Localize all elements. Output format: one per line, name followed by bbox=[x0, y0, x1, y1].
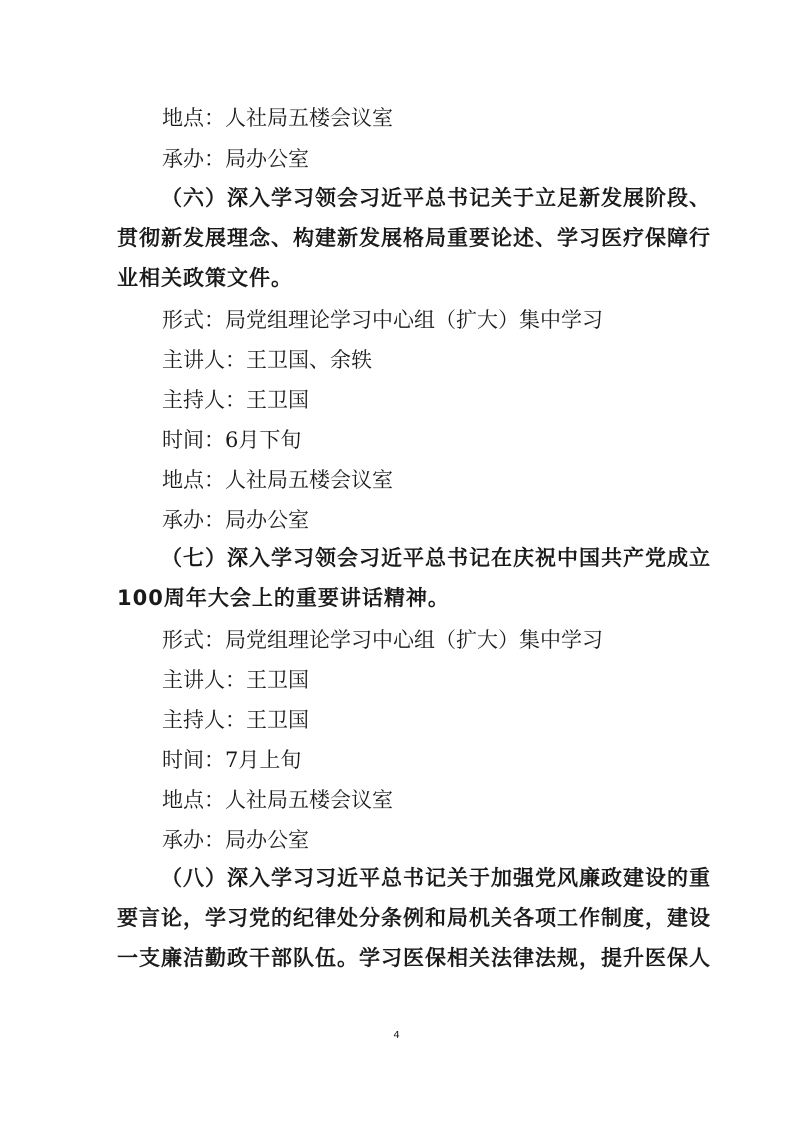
heading-line: （八）深入学习习近平总书记关于加强党风廉政建设的重 bbox=[161, 866, 711, 890]
heading-line: （七）深入学习领会习近平总书记在庆祝中国共产党成立 bbox=[161, 546, 711, 570]
lecturer: 主讲人：王卫国 bbox=[162, 668, 309, 692]
host: 主持人：王卫国 bbox=[162, 388, 309, 412]
heading-line: 业相关政策文件。 bbox=[117, 266, 293, 290]
heading-line: （六）深入学习领会习近平总书记关于立足新发展阶段、 bbox=[161, 186, 711, 210]
lecturer: 主讲人：王卫国、余轶 bbox=[162, 348, 372, 372]
meeting-location: 地点：人社局五楼会议室 bbox=[162, 468, 393, 492]
study-format: 形式：局党组理论学习中心组（扩大）集中学习 bbox=[162, 308, 603, 332]
section-heading-6 bbox=[117, 178, 711, 298]
heading-line: 贯彻新发展理念、构建新发展格局重要论述、学习医疗保障行 bbox=[117, 226, 711, 250]
time: 时间：6月下旬 bbox=[162, 428, 302, 452]
page-number: 4 bbox=[393, 1030, 400, 1041]
heading-line: 100周年大会上的重要讲话精神。 bbox=[117, 586, 450, 610]
organizer: 承办：局办公室 bbox=[162, 508, 309, 532]
section-heading-8 bbox=[117, 858, 711, 978]
organizer: 承办：局办公室 bbox=[162, 828, 309, 852]
heading-line: 一支廉洁勤政干部队伍。学习医保相关法律法规，提升医保人 bbox=[117, 946, 711, 970]
section-heading-7 bbox=[117, 538, 711, 618]
study-format: 形式：局党组理论学习中心组（扩大）集中学习 bbox=[162, 628, 603, 652]
meeting-location: 地点：人社局五楼会议室 bbox=[162, 106, 393, 130]
time: 时间：7月上旬 bbox=[162, 748, 302, 772]
host: 主持人：王卫国 bbox=[162, 708, 309, 732]
meeting-location: 地点：人社局五楼会议室 bbox=[162, 788, 393, 812]
heading-line: 要言论，学习党的纪律处分条例和局机关各项工作制度，建设 bbox=[117, 906, 711, 930]
organizer: 承办：局办公室 bbox=[162, 147, 309, 171]
